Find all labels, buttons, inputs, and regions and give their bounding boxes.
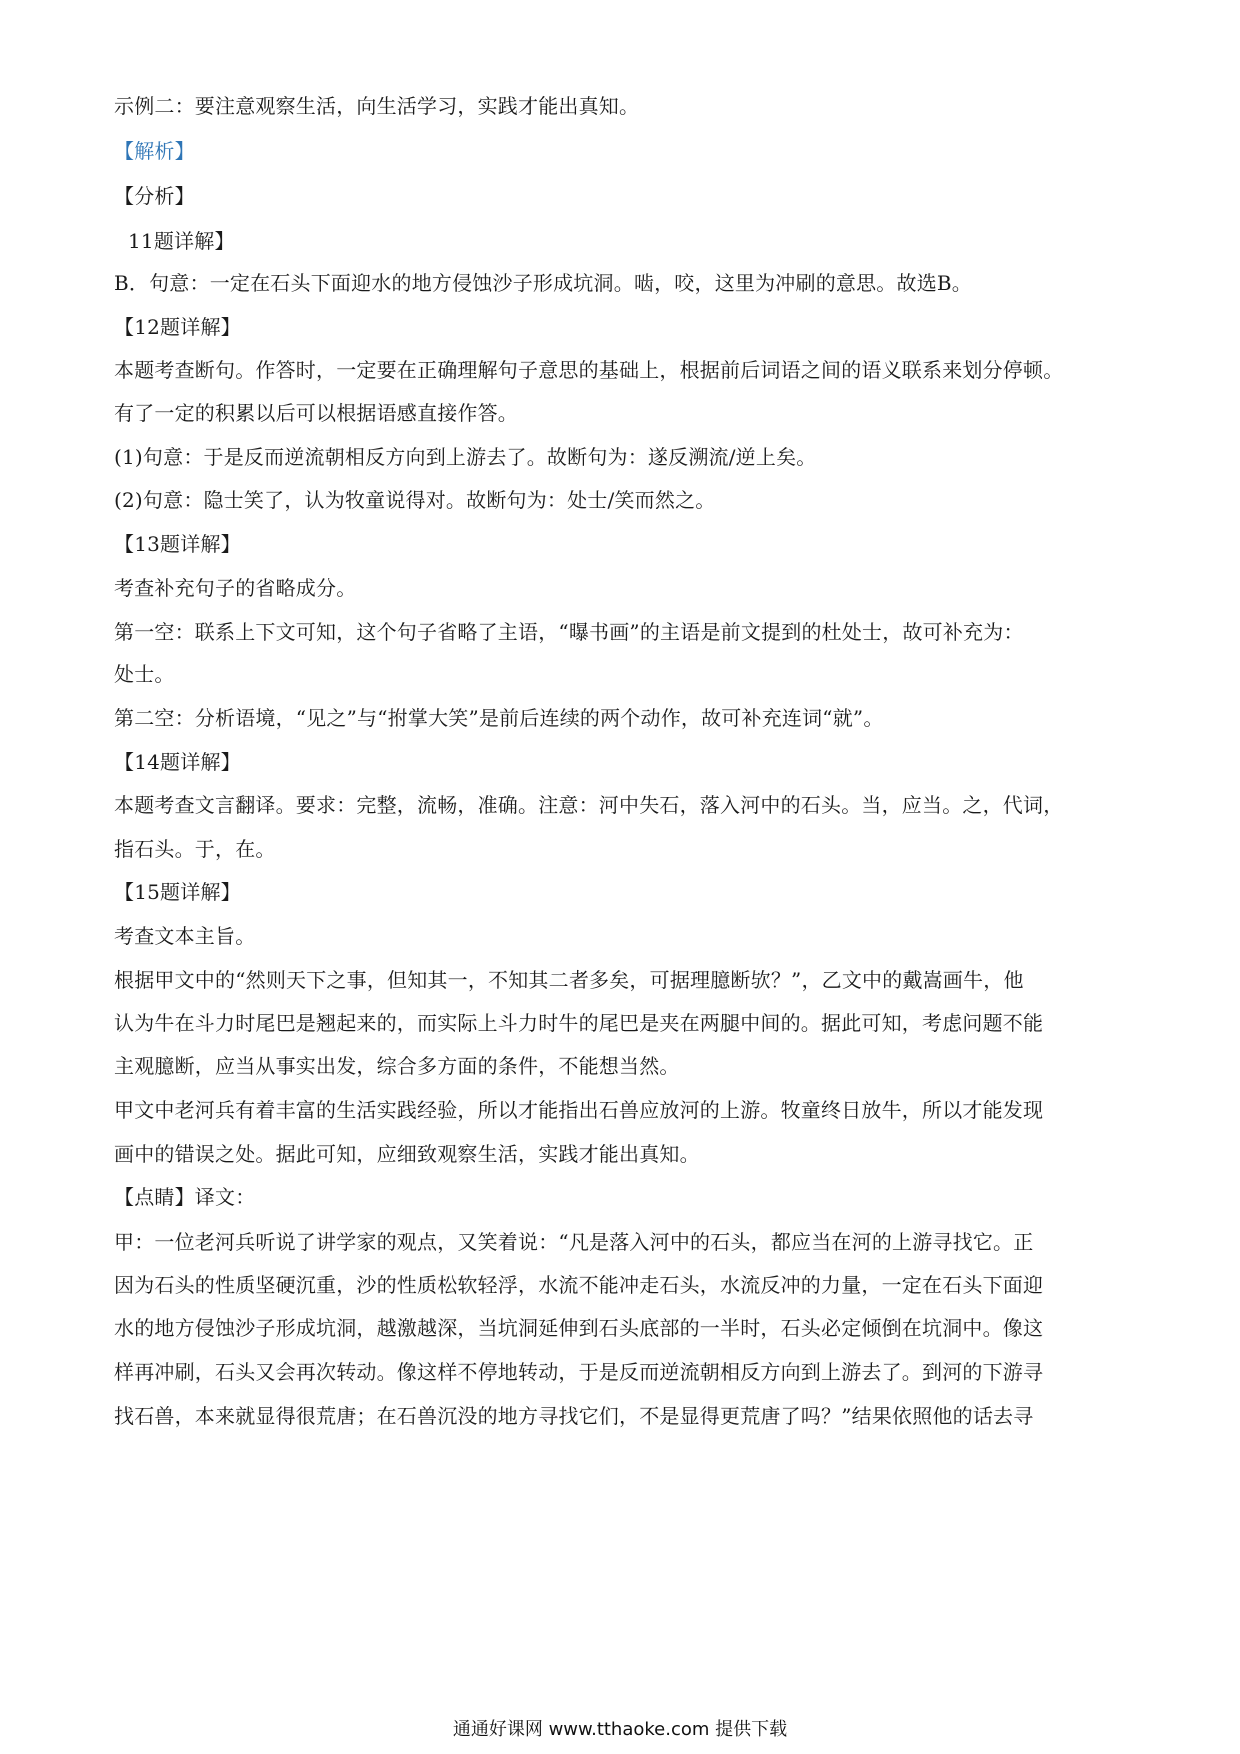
q12-item-1: (1)句意：于是反而逆流朝相反方向到上游去了。故断句为：遂反溯流/逆上矣。 — [114, 445, 817, 469]
q15-text-6: 画中的错误之处。据此可知，应细致观察生活，实践才能出真知。 — [114, 1142, 700, 1166]
q13-text-2: 第一空：联系上下文可知，这个句子省略了主语，“曝书画”的主语是前文提到的杜处士，故可补充为： — [114, 620, 1024, 644]
q12-item-2: (2)句意：隐士笑了，认为牧童说得对。故断句为：处士/笑而然之。 — [114, 488, 716, 512]
fenxi-heading: 【分析】 — [114, 184, 195, 208]
q12-heading: 【12题详解】 — [114, 315, 241, 339]
q14-text-2: 指石头。于，在。 — [114, 837, 276, 861]
q11-answer: B．句意：一定在石头下面迎水的地方侵蚀沙子形成坑洞。啮，咬，这里为冲刷的意思。故选B。 — [114, 271, 972, 295]
translation-line-3: 水的地方侵蚀沙子形成坑洞，越激越深，当坑洞延伸到石头底部的一半时，石头必定倾倒在坑洞中。像这 — [114, 1316, 1044, 1340]
translation-line-4: 样再冲刷，石头又会再次转动。像这样不停地转动，于是反而逆流朝相反方向到上游去了。到河的下游寻 — [114, 1360, 1044, 1384]
q15-text-3: 认为牛在斗力时尾巴是翘起来的，而实际上斗力时牛的尾巴是夹在两腿中间的。据此可知，考虑问题不能 — [114, 1011, 1044, 1035]
q13-text-3: 处士。 — [114, 662, 175, 686]
q15-heading: 【15题详解】 — [114, 880, 241, 904]
q12-text-2: 有了一定的积累以后可以根据语感直接作答。 — [114, 401, 518, 425]
q13-text-1: 考查补充句子的省略成分。 — [114, 576, 357, 600]
q13-heading: 【13题详解】 — [114, 532, 241, 556]
analysis-heading: 【解析】 — [114, 139, 195, 163]
translation-line-5: 找石兽，本来就显得很荒唐；在石兽沉没的地方寻找它们，不是显得更荒唐了吗？”结果依照他的话去寻 — [114, 1404, 1034, 1428]
q15-text-5: 甲文中老河兵有着丰富的生活实践经验，所以才能指出石兽应放河的上游。牧童终日放牛，所以才能发现 — [114, 1098, 1044, 1122]
example-two-line: 示例二：要注意观察生活，向生活学习，实践才能出真知。 — [114, 94, 640, 118]
dianjing-heading: 【点睛】译文： — [114, 1185, 256, 1209]
translation-line-2: 因为石头的性质坚硬沉重，沙的性质松软轻浮，水流不能冲走石头，水流反冲的力量，一定在石头下面迎 — [114, 1273, 1044, 1297]
translation-line-1: 甲：一位老河兵听说了讲学家的观点，又笑着说：“凡是落入河中的石头，都应当在河的上游寻找它。正 — [114, 1230, 1034, 1254]
q14-text-1: 本题考查文言翻译。要求：完整，流畅，准确。注意：河中失石，落入河中的石头。当，应当。之，代词， — [114, 793, 1064, 817]
q15-text-1: 考查文本主旨。 — [114, 924, 256, 948]
q14-heading: 【14题详解】 — [114, 750, 241, 774]
q13-text-4: 第二空：分析语境，“见之”与“拊掌大笑”是前后连续的两个动作，故可补充连词“就”。 — [114, 706, 884, 730]
q15-text-2: 根据甲文中的“然则天下之事，但知其一，不知其二者多矣，可据理臆断欤？”，乙文中的戴嵩画牛，他 — [114, 968, 1024, 992]
q15-text-4: 主观臆断，应当从事实出发，综合多方面的条件，不能想当然。 — [114, 1054, 680, 1078]
footer-credit: 通通好课网 www.tthaoke.com 提供下载 — [452, 1719, 788, 1740]
q11-heading: 11题详解】 — [128, 229, 235, 253]
q12-text-1: 本题考查断句。作答时，一定要在正确理解句子意思的基础上，根据前后词语之间的语义联系来划分停顿。 — [114, 358, 1064, 382]
